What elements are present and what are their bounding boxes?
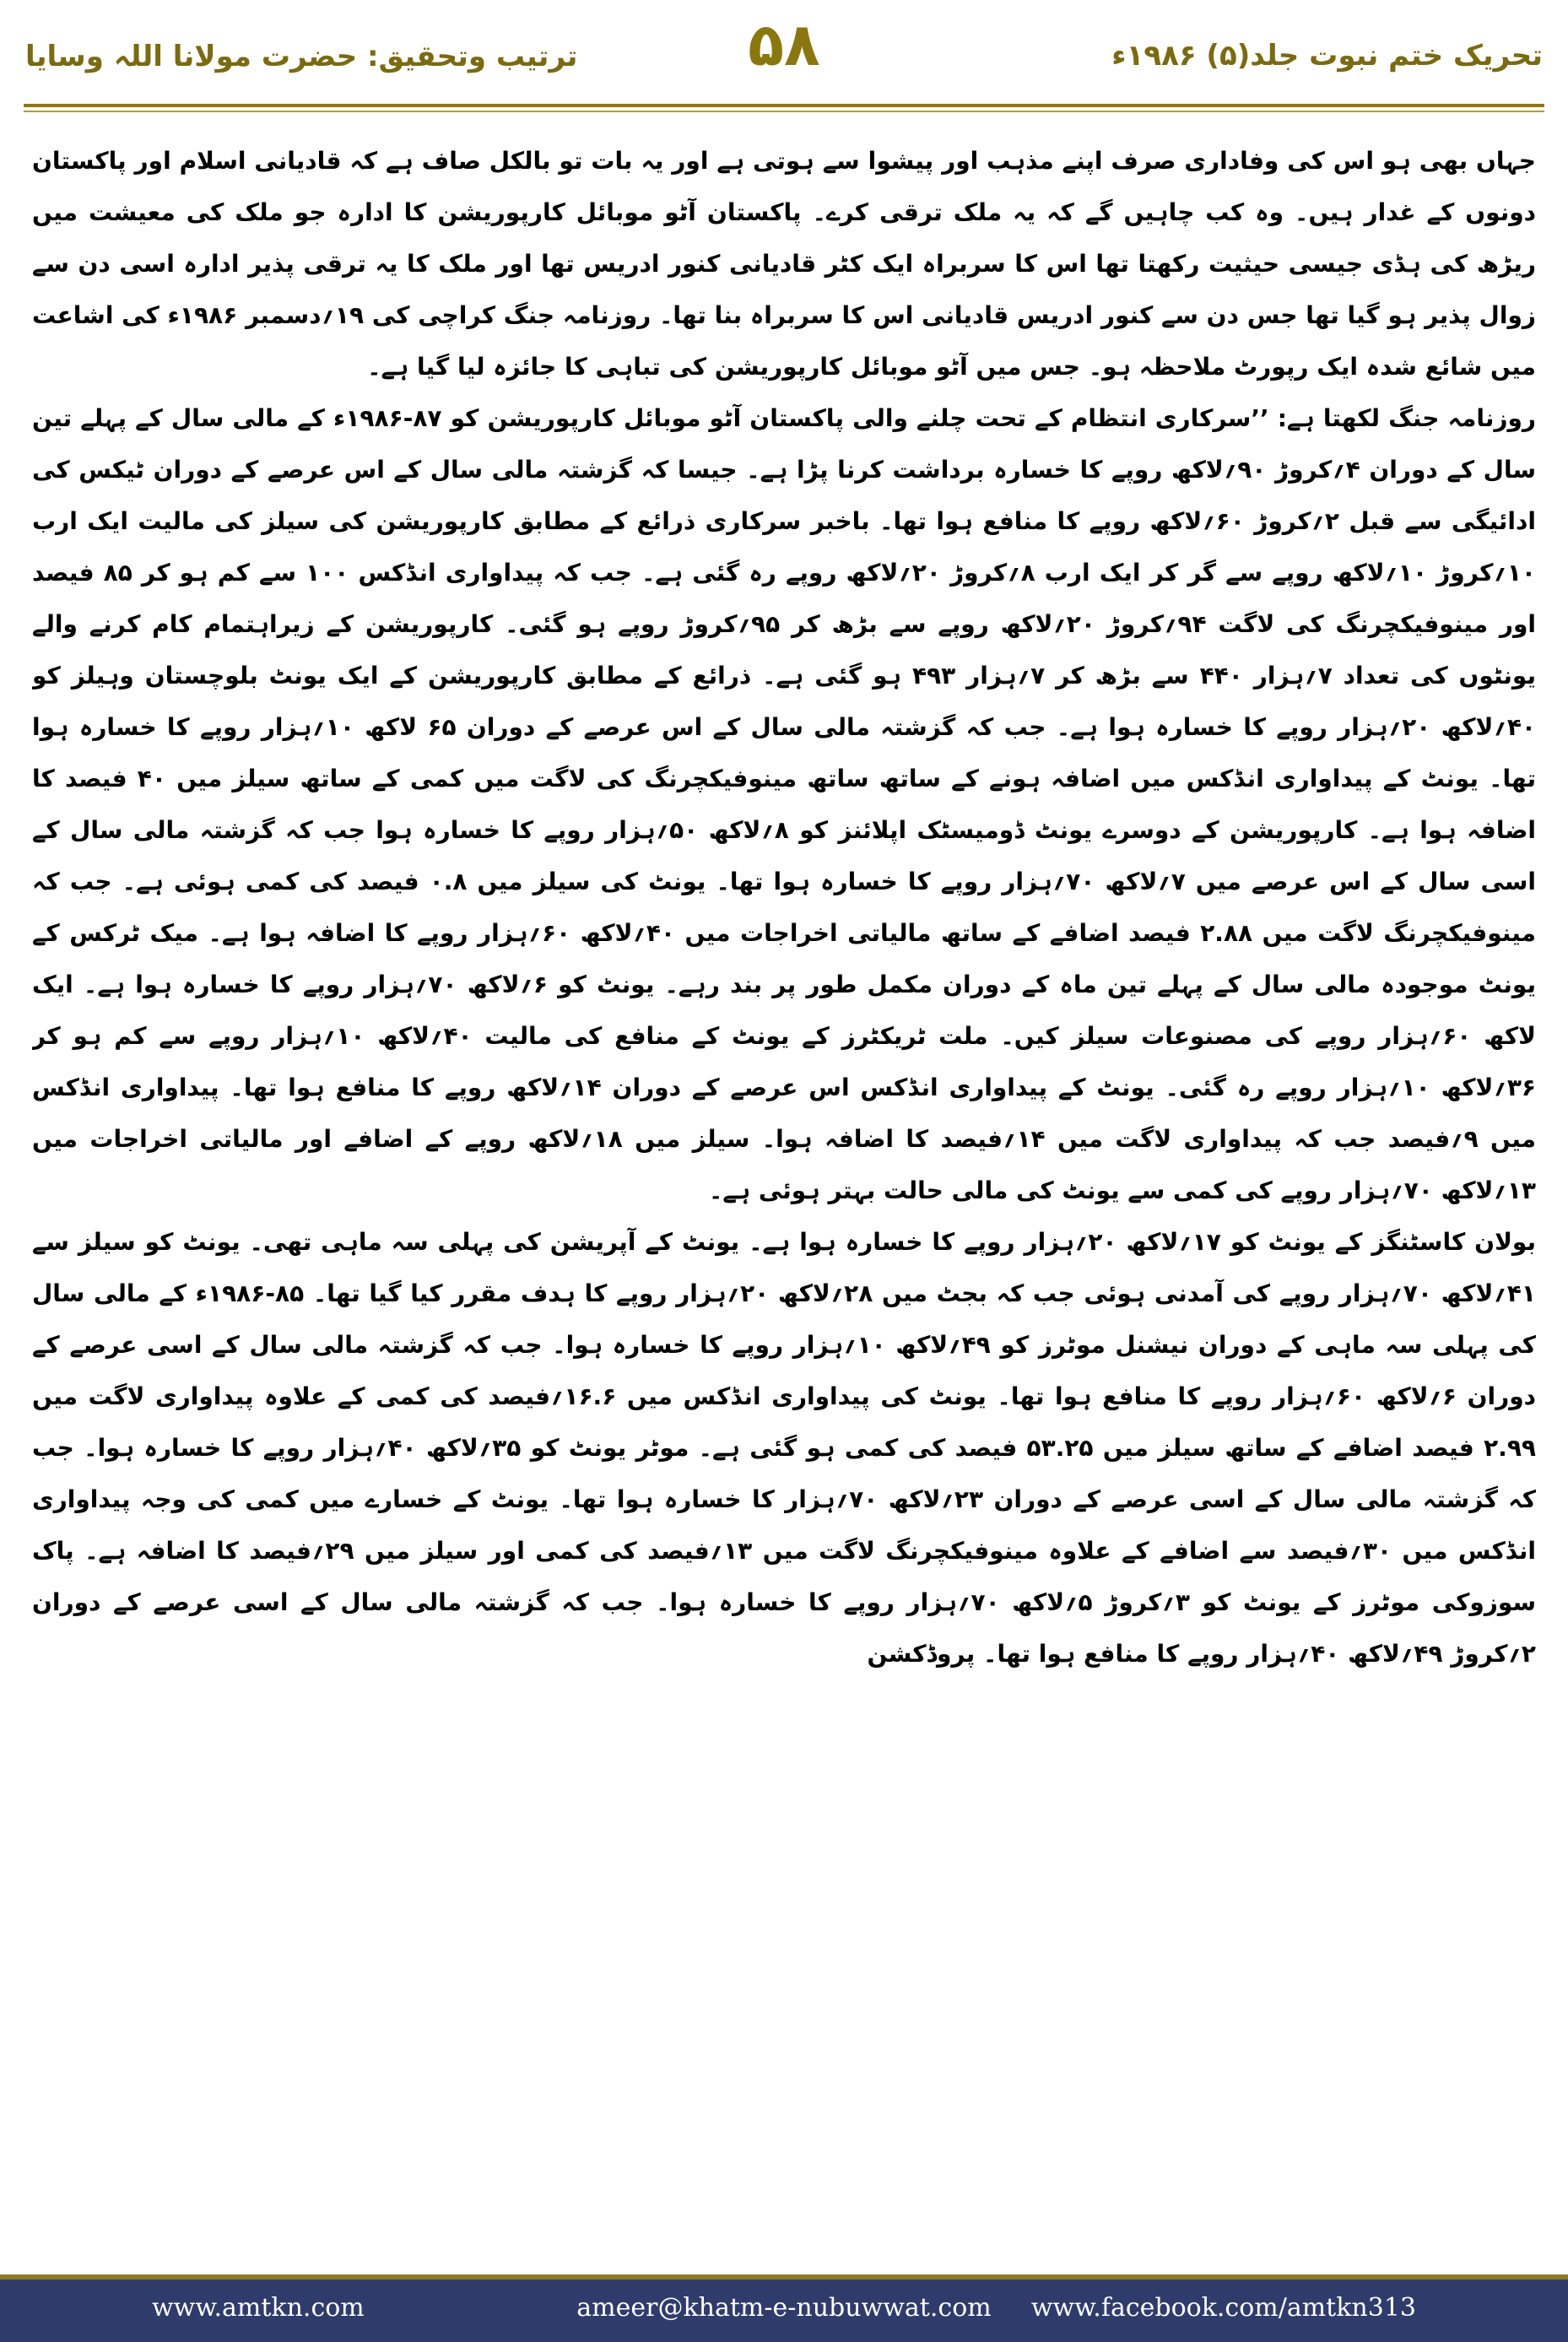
header-divider xyxy=(24,104,1544,112)
page-header xyxy=(25,10,1543,100)
email-link[interactable]: ameer@khatm-e-nubuwwat.com xyxy=(576,2293,992,2323)
paragraph: روزنامہ جنگ لکھتا ہے: ’’سرکاری انتظام کے تحت چلنے والی پاکستان آٹو موبائل کارپوریشن کو ۸۷-۱۹۸۶ء کے مالی سال کے پہلے تین سال کے دوران ۴؍کروڑ ۹۰؍لاکھ روپے کا خسارہ برداشت کرنا پڑا ہے۔ جیسا کہ گزشتہ مالی سال کے اس عرصے کے دوران ٹیکس کی ادائیگی سے قبل ۲؍کروڑ ۶۰؍لاکھ روپے کا منافع ہوا تھا۔ باخبر سرکاری ذرائع کے مطابق کارپوریشن کی سیلز کی مالیت ایک ارب ۱۰؍کروڑ ۱۰؍لاکھ روپے سے گر کر ایک ارب ۸؍کروڑ ۲۰؍لاکھ روپے رہ گئی ہے۔ جب کہ پیداواری انڈکس ۱۰۰ سے کم ہو کر ۸۵ فیصد اور مینوفیکچرنگ کی لاگت ۹۴؍کروڑ ۲۰؍لاکھ روپے سے بڑھ کر ۹۵؍کروڑ روپے ہو گئی۔ کارپوریشن کے زیراہتمام کام کرنے والے یونٹوں کی تعداد ۷؍ہزار ۴۴۰ سے بڑھ کر ۷؍ہزار ۴۹۳ ہو گئی ہے۔ ذرائع کے مطابق کارپوریشن کے ایک یونٹ بلوچستان وہیلز کو ۴۰؍لاکھ ۲۰؍ہزار روپے کا خسارہ ہوا ہے۔ جب کہ گزشتہ مالی سال کے اس عرصے کے دوران ۶۵ لاکھ ۱۰؍ہزار روپے کا خسارہ ہوا تھا۔ یونٹ کے پیداواری انڈکس میں اضافہ ہونے کے ساتھ ساتھ مینوفیکچرنگ کی لاگت میں کمی کے ساتھ سیلز میں ۴۰ فیصد کا اضافہ ہوا ہے۔ کارپوریشن کے دوسرے یونٹ ڈومیسٹک اپلائنز کو ۸؍لاکھ ۵۰؍ہزار روپے کا خسارہ ہوا جب کہ گزشتہ مالی سال کے اسی سال کے اس عرصے میں ۷؍لاکھ ۷۰؍ہزار روپے کا خسارہ ہوا تھا۔ یونٹ کی سیلز میں ۰.۸ فیصد کی کمی ہوئی ہے۔ جب کہ مینوفیکچرنگ لاگت میں ۲.۸۸ فیصد اضافے کے ساتھ مالیاتی اخراجات میں ۴۰؍لاکھ ۶۰؍ہزار روپے کا اضافہ ہوا ہے۔ میک ٹرکس کے یونٹ موجودہ مالی سال کے پہلے تین ماہ کے دوران مکمل طور پر بند رہے۔ یونٹ کو ۶؍لاکھ ۷۰؍ہزار روپے کا خسارہ ہوا ہے۔ ایک لاکھ ۶۰؍ہزار روپے کی مصنوعات سیلز کیں۔ ملت ٹریکٹرز کے یونٹ کے منافع کی مالیت ۴۰؍لاکھ ۱۰؍ہزار روپے سے کم ہو کر ۳۶؍لاکھ ۱۰؍ہزار روپے رہ گئی۔ یونٹ کے پیداواری انڈکس اس عرصے کے دوران ۱۴؍لاکھ روپے کا منافع ہوا تھا۔ پیداواری انڈکس میں ۹؍فیصد جب کہ پیداواری لاگت میں ۱۴؍فیصد کا اضافہ ہوا۔ سیلز میں ۱۸؍لاکھ روپے کے اضافے اور مالیاتی اخراجات میں ۱۳؍لاکھ ۷۰؍ہزار روپے کی کمی سے یونٹ کی مالی حالت بہتر ہوئی ہے۔ xyxy=(32,404,1536,1204)
paragraph: بولان کاسٹنگز کے یونٹ کو ۱۷؍لاکھ ۲۰؍ہزار روپے کا خسارہ ہوا ہے۔ یونٹ کے آپریشن کی پہلی سہ ماہی تھی۔ یونٹ کو سیلز سے ۴۱؍لاکھ ۷۰؍ہزار روپے کی آمدنی ہوئی جب کہ بجٹ میں ۲۸؍لاکھ ۲۰؍ہزار روپے کا ہدف مقرر کیا گیا تھا۔ ۸۵-۱۹۸۶ء کے مالی سال کی پہلی سہ ماہی کے دوران نیشنل موٹرز کو ۴۹؍لاکھ ۱۰؍ہزار روپے کا خسارہ ہوا۔ جب کہ گزشتہ مالی سال کے اسی عرصے کے دوران ۶؍لاکھ ۶۰؍ہزار روپے کا منافع ہوا تھا۔ یونٹ کی پیداواری انڈکس میں ۱۶.۶؍فیصد کی کمی کے علاوہ پیداواری لاگت میں ۲.۹۹ فیصد اضافے کے ساتھ سیلز میں ۵۳.۲۵ فیصد کی کمی ہو گئی ہے۔ موٹر یونٹ کو ۳۵؍لاکھ ۴۰؍ہزار روپے کا خسارہ ہوا۔ جب کہ گزشتہ مالی سال کے اسی عرصے کے دوران ۲۳؍لاکھ ۷۰؍ہزار کا خسارہ ہوا تھا۔ یونٹ کے خسارے میں کمی کی وجہ پیداواری انڈکس میں ۳۰؍فیصد سے اضافے کے علاوہ مینوفیکچرنگ لاگت میں ۱۳؍فیصد کی کمی اور سیلز میں ۲۹؍فیصد کا اضافہ ہے۔ پاک سوزوکی موٹرز کے یونٹ کو ۳؍کروڑ ۵؍لاکھ ۷۰؍ہزار روپے کا خسارہ ہوا۔ جب کہ گزشتہ مالی سال کے اسی عرصے کے دوران ۲؍کروڑ ۴۹؍لاکھ ۴۰؍ہزار روپے کا منافع ہوا تھا۔ پروڈکشن xyxy=(32,1228,1536,1668)
page-footer xyxy=(0,2274,1568,2342)
page-body xyxy=(32,135,1536,2245)
compiler-credit: ترتیب وتحقیق: حضرت مولانا اللہ وسایا xyxy=(25,40,578,73)
paragraph: جہاں بھی ہو اس کی وفاداری صرف اپنے مذہب اور پیشوا سے ہوتی ہے اور یہ بات تو بالکل صاف ہے کہ قادیانی اسلام اور پاکستان دونوں کے غدار ہیں۔ وہ کب چاہیں گے کہ یہ ملک ترقی کرے۔ پاکستان آٹو موبائل کارپوریشن کا ادارہ جو ملک کی معیشت میں ریڑھ کی ہڈی جیسی حیثیت رکھتا تھا اس کا سربراہ ایک کٹر قادیانی کنور ادریس تھا اور ملک کا یہ ترقی پذیر ادارہ اسی دن سے زوال پذیر ہو گیا تھا جس دن سے کنور ادریس قادیانی اس کا سربراہ بنا تھا۔ روزنامہ جنگ کراچی کی ۱۹؍دسمبر ۱۹۸۶ء کی اشاعت میں شائع شدہ ایک رپورٹ ملاحظہ ہو۔ جس میں آٹو موبائل کارپوریشن کی تباہی کا جائزہ لیا گیا ہے۔ xyxy=(32,147,1536,381)
page-number: ۵۸ xyxy=(748,10,820,79)
book-title: تحریک ختم نبوت جلد(۵) ۱۹۸۶ء xyxy=(1111,39,1543,73)
website-link[interactable]: www.amtkn.com xyxy=(152,2293,365,2323)
facebook-link[interactable]: www.facebook.com/amtkn313 xyxy=(1030,2293,1416,2323)
